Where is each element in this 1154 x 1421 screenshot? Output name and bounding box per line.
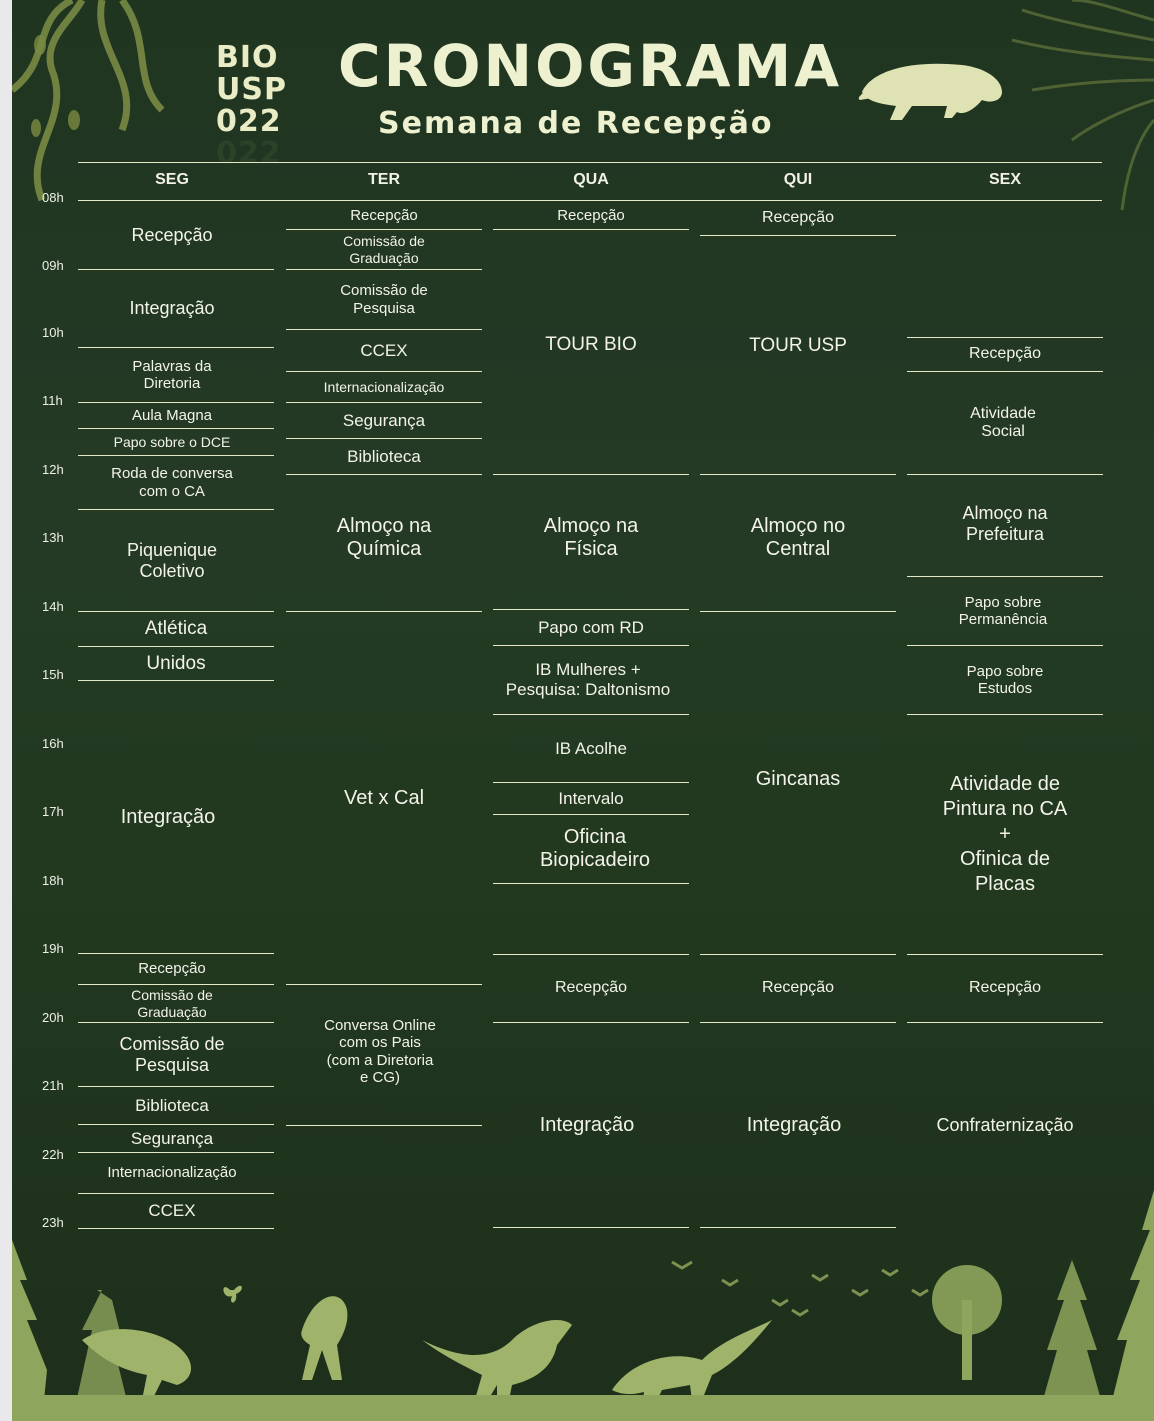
event-seg-papo-dce: Papo sobre o DCE [113, 433, 231, 450]
event-qua-intervalo: Intervalo [558, 788, 624, 808]
event-seg-internacionalizacao: Internacionalização [107, 1164, 237, 1182]
event-ter-vet-x-cal: Vet x Cal [343, 786, 425, 809]
event-ter-ccex: CCEX [360, 340, 408, 360]
page-title: CRONOGRAMA [338, 32, 843, 100]
event-sex-atividade-social: Atividade Social [970, 404, 1036, 440]
event-qua-recepcao: Recepção [557, 206, 625, 224]
day-header-qui: QUI [783, 171, 813, 188]
butterfly [223, 1286, 242, 1303]
event-seg-roda-conversa: Roda de conversa com o CA [111, 465, 233, 500]
event-qua-almoco-fisica: Almoço na Física [543, 515, 639, 560]
event-seg-comissao-graduacao: Comissão de Graduação [131, 987, 213, 1020]
event-sex-almoco-prefeitura: Almoço na Prefeitura [962, 503, 1048, 544]
anteater-silhouette [859, 64, 1002, 120]
hour-label: 17h [42, 804, 64, 819]
hour-label: 10h [42, 325, 64, 340]
poster [12, 0, 1154, 1421]
hour-label: 23h [42, 1215, 64, 1230]
event-ter-seguranca: Segurança [342, 410, 426, 430]
event-seg-recepcao: Recepção [131, 224, 213, 245]
event-qui-recepcao-noite: Recepção [761, 979, 835, 997]
day-header-ter: TER [368, 171, 400, 188]
event-sex-recepcao-noite: Recepção [968, 979, 1042, 997]
hour-label: 18h [42, 873, 64, 888]
event-ter-conversa-online: Conversa Online com os Pais (com a Diretoria e CG) [324, 1017, 436, 1086]
event-sex-confraternizacao: Confraternização [936, 1114, 1074, 1135]
event-sex-papo-estudos: Papo sobre Estudos [966, 662, 1044, 697]
day-header-qua: QUA [573, 171, 609, 188]
brand-line-2: USP [216, 72, 287, 107]
slot-line [286, 1125, 482, 1126]
event-qui-tour-usp: TOUR USP [749, 335, 847, 357]
event-ter-almoco-quimica: Almoço na Química [336, 515, 432, 560]
bird-flock [672, 1262, 928, 1315]
hour-label: 19h [42, 941, 64, 956]
event-qua-integracao: Integração [539, 1113, 635, 1136]
hour-label: 21h [42, 1078, 64, 1093]
slot-line [493, 1227, 689, 1228]
event-qui-gincanas: Gincanas [755, 767, 841, 790]
hour-label: 20h [42, 1010, 64, 1025]
event-seg-unidos: Unidos [146, 652, 206, 674]
slot-line [700, 1227, 896, 1228]
event-qui-integracao: Integração [746, 1113, 842, 1136]
dinosaur-silhouettes [82, 1296, 772, 1410]
brand-line-3: 022 [216, 104, 282, 139]
hour-label: 13h [42, 530, 64, 545]
event-ter-comissao-pesquisa: Comissão de Pesquisa [340, 282, 428, 317]
hour-label: 09h [42, 258, 64, 273]
event-seg-ccex: CCEX [148, 1201, 196, 1221]
slot-line [78, 1228, 274, 1229]
event-seg-integracao-tarde: Integração [120, 805, 216, 828]
event-qua-recepcao-noite: Recepção [554, 979, 628, 997]
ground [12, 1395, 1154, 1421]
event-ter-biblioteca: Biblioteca [347, 446, 421, 466]
hour-label: 16h [42, 736, 64, 751]
slot-line [493, 883, 689, 884]
event-sex-atividade-pintura: Atividade de Pintura no CA + Ofinica de Placas [942, 773, 1068, 895]
hour-label: 11h [42, 393, 63, 408]
event-seg-recepcao-noite: Recepção [138, 960, 206, 978]
event-seg-piquenique: Piquenique Coletivo [126, 539, 218, 581]
event-ter-recepcao: Recepção [350, 206, 418, 224]
event-qua-ib-mulheres: IB Mulheres + Pesquisa: Daltonismo [505, 660, 671, 699]
page-subtitle: Semana de Recepção [378, 106, 774, 141]
event-seg-biblioteca: Biblioteca [135, 1095, 209, 1115]
event-sex-recepcao: Recepção [968, 345, 1042, 363]
event-seg-integracao: Integração [129, 298, 215, 319]
brand-line-1: BIO [216, 40, 279, 75]
day-header-sex: SEX [988, 171, 1021, 188]
brand-ghost: 022 [216, 136, 282, 171]
event-seg-seguranca: Segurança [130, 1128, 214, 1148]
event-qua-papo-rd: Papo com RD [538, 617, 644, 637]
event-seg-palavras-diretoria: Palavras da Diretoria [132, 357, 212, 392]
day-header-seg: SEG [155, 171, 189, 188]
event-qui-recepcao: Recepção [761, 209, 835, 227]
hour-label: 22h [42, 1147, 64, 1162]
event-qui-almoco-central: Almoço no Central [750, 515, 846, 560]
event-qua-oficina-biopicadeiro: Oficina Biopicadeiro [539, 826, 651, 871]
event-seg-aula-magna: Aula Magna [131, 406, 213, 424]
event-qua-tour-bio: TOUR BIO [545, 334, 637, 356]
event-seg-comissao-pesquisa: Comissão de Pesquisa [119, 1033, 225, 1075]
event-sex-papo-permanencia: Papo sobre Permanência [958, 593, 1048, 628]
hour-label: 14h [42, 599, 64, 614]
event-ter-comissao-graduacao: Comissão de Graduação [343, 233, 425, 266]
brand-logo [216, 42, 287, 170]
event-qua-ib-acolhe: IB Acolhe [555, 738, 627, 758]
hour-label: 12h [42, 462, 64, 477]
header-top-line [78, 162, 1102, 163]
event-ter-internacionalizacao: Internacionalização [323, 378, 445, 395]
hour-label: 08h [42, 190, 64, 205]
hour-label: 15h [42, 667, 64, 682]
event-seg-atletica: Atlética [144, 618, 208, 640]
